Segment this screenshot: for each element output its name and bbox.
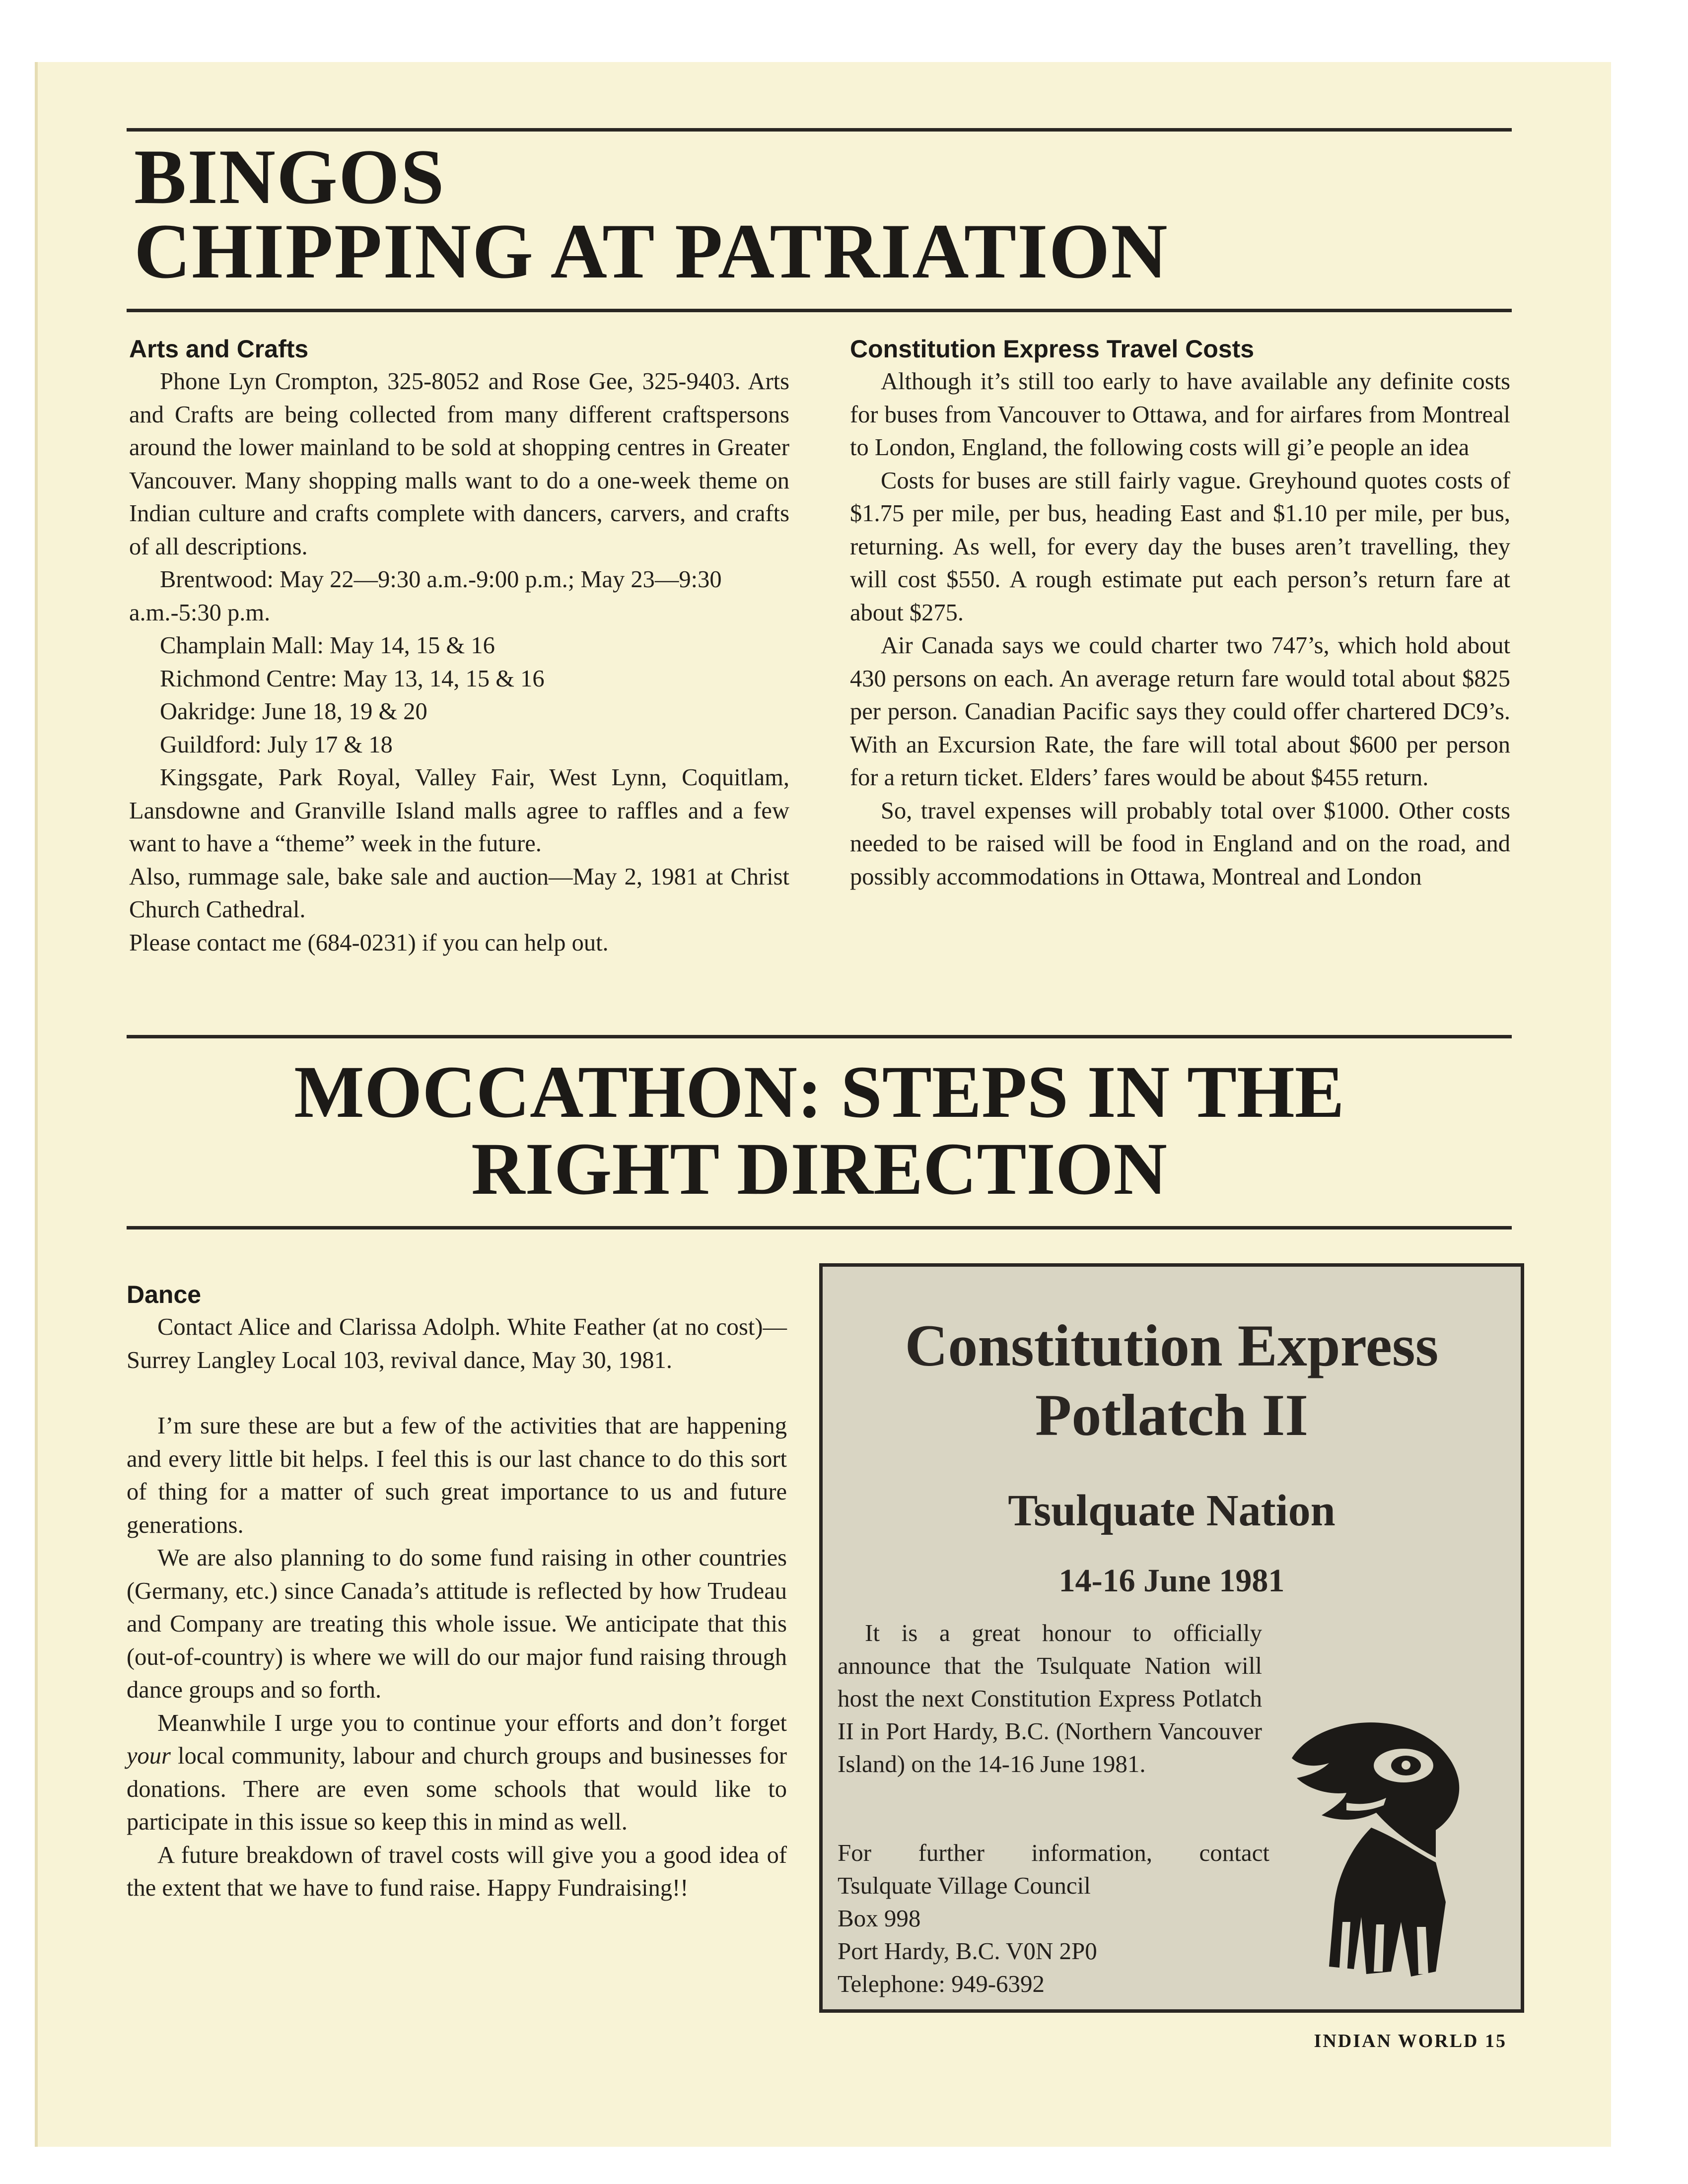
schedule-brentwood: Brentwood: May 22—9:30 a.m.-9:00 p.m.; May 23—9:30 a.m.-5:30 p.m. <box>129 566 722 626</box>
activities-paragraph: I’m sure these are but a few of the activities that are happening and every little bit helps. I feel this is our last chance to do this sort of thing for a matter of such great importance to us and future generations. <box>127 1413 787 1538</box>
article2-top-rule <box>127 1035 1512 1038</box>
dance-contact-paragraph: Contact Alice and Clarissa Adolph. White Feather (at no cost)—Surrey Langley Local 103, revival dance, May 30, 1981. <box>127 1314 787 1373</box>
ad-contact-address: Port Hardy, B.C. V0N 2P0 <box>838 1937 1097 1965</box>
schedule-guildford: Guildford: July 17 & 18 <box>160 731 393 758</box>
ad-contact-council: Tsulquate Village Council <box>838 1872 1091 1899</box>
article1-headline-line2: CHIPPING AT PATRIATION <box>134 208 1169 295</box>
schedule-richmond: Richmond Centre: May 13, 14, 15 & 16 <box>160 665 545 692</box>
ad-contact-box: Box 998 <box>838 1905 921 1932</box>
potlatch-announcement-box <box>819 1263 1524 2013</box>
article1-headline-rule <box>127 309 1512 312</box>
arts-and-crafts-column <box>129 333 789 959</box>
ad-title-line1: Constitution Express <box>905 1312 1439 1378</box>
meanwhile-paragraph <box>127 1707 787 1839</box>
ad-contact-line: For further information, contact <box>838 1839 1269 1866</box>
arts-and-crafts-intro: Phone Lyn Crompton, 325-8052 and Rose Gee, 325-9403. Arts and Crafts are being collected from many different craftspersons around the lower mainland to be sold at shopping centres in Greater Vancouver. Many shopping malls want to do a one-week theme on Indian culture and crafts complete with dancers, carvers, and crafts of all descriptions. <box>129 368 789 560</box>
article2-headline-rule <box>127 1226 1512 1229</box>
travel-costs-column <box>850 333 1510 893</box>
total-expenses-paragraph: So, travel expenses will probably total over $1000. Other costs needed to be raised will be food in England and on the road, and possibly accommodations in Ottawa, Montreal and London <box>850 797 1510 890</box>
ad-contact-telephone: Telephone: 949-6392 <box>838 1970 1045 1997</box>
arts-and-crafts-heading: Arts and Crafts <box>129 335 309 363</box>
rummage-sale-paragraph: Also, rummage sale, bake sale and auction—May 2, 1981 at Christ Church Cathedral. <box>129 863 789 923</box>
ad-announcement: It is a great honour to officially announce that the Tsulquate Nation will host the next Constitution Express Potlatch II in Port Hardy, B.C. (Northern Vancouver Island) on the 14-16 June 1981. <box>838 1619 1262 1777</box>
article2-headline-line2: RIGHT DIRECTION <box>471 1128 1167 1210</box>
ad-dates: 14-16 June 1981 <box>1058 1563 1285 1599</box>
ad-title-line2: Potlatch II <box>1035 1382 1308 1448</box>
ad-nation: Tsulquate Nation <box>1008 1486 1336 1535</box>
ad-contact-block <box>838 1837 1269 2000</box>
contact-paragraph: Please contact me (684-0231) if you can help out. <box>129 929 609 956</box>
travel-costs-intro: Although it’s still too early to have available any definite costs for buses from Vancouver to Ottawa, and for airfares from Montreal to London, England, the following costs will gi’e people an idea <box>850 368 1510 461</box>
meanwhile-emphasis: your <box>127 1743 171 1769</box>
top-rule <box>127 128 1512 132</box>
airfare-paragraph: Air Canada says we could charter two 747’s, which hold about 430 persons on each. An average return fare would total about $825 per person. Canadian Pacific says they could offer chartered DC9’s. With an Excursion Rate, the fare will total about $600 per person for a return ticket. Elders’ fares would be about $455 return. <box>850 632 1510 791</box>
meanwhile-text-start: Meanwhile I urge you to continue your efforts and don’t forget <box>157 1709 787 1736</box>
malls-paragraph: Kingsgate, Park Royal, Valley Fair, West Lynn, Coquitlam, Lansdowne and Granville Island malls agree to raffles and a few want to have a “theme” week in the future. <box>129 764 789 857</box>
schedule-oakridge: Oakridge: June 18, 19 & 20 <box>160 698 427 725</box>
schedule-champlain: Champlain Mall: May 14, 15 & 16 <box>160 632 495 659</box>
eagle-icon <box>1287 1713 1466 1981</box>
page-footer: INDIAN WORLD 15 <box>1314 2031 1507 2051</box>
fund-raising-paragraph: We are also planning to do some fund raising in other countries (Germany, etc.) since Canada’s attitude is reflected by how Trudeau and Company are treating this whole issue. We anticipate that this (out-of-country) is where we will do our major fund raising through dance groups and so forth. <box>127 1545 787 1703</box>
page-edge <box>35 62 38 2147</box>
paragraph-gap <box>127 1377 787 1410</box>
travel-costs-heading: Constitution Express Travel Costs <box>850 335 1255 363</box>
article2-headline-line1: MOCCATHON: STEPS IN THE <box>294 1051 1344 1133</box>
article1-headline-line1: BINGOS <box>134 134 445 220</box>
bus-costs-paragraph: Costs for buses are still fairly vague. Greyhound quotes costs of $1.75 per mile, per bus, heading East and $1.10 per mile, per bus, returning. As well, for every day the buses aren’t travelling, they will cost $550. A rough estimate put each person’s return fare at about $275. <box>850 467 1510 626</box>
meanwhile-text-end: local community, labour and church groups and businesses for donations. There are even some schools that would like to participate in this issue so keep this in mind as well. <box>127 1743 787 1835</box>
closing-paragraph: A future breakdown of travel costs will give you a good idea of the extent that we have to fund raise. Happy Fundraising!! <box>127 1842 787 1901</box>
dance-column <box>127 1278 787 1905</box>
dance-heading: Dance <box>127 1281 202 1308</box>
